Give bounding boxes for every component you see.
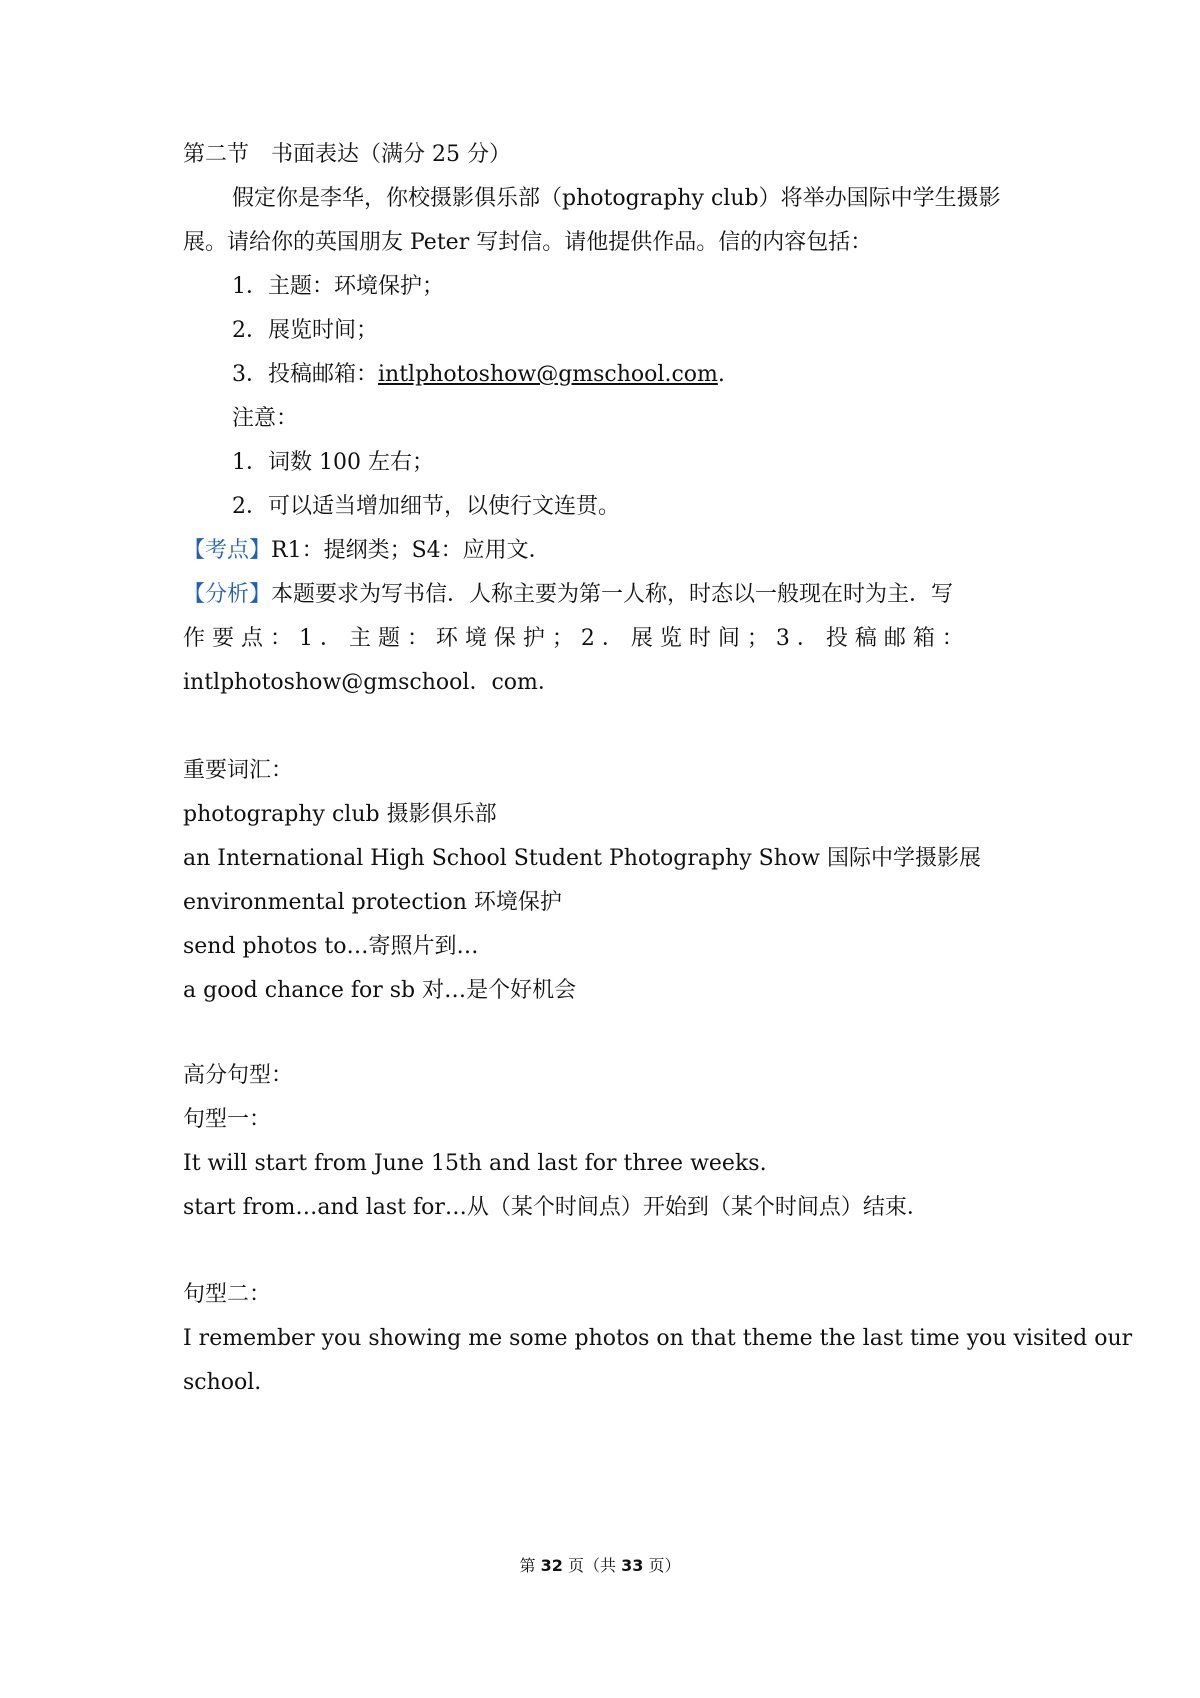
content-item-3-suffix: . xyxy=(717,362,725,387)
footer-page-number: 32 xyxy=(540,1556,563,1575)
sentences-label: 高分句型： xyxy=(183,1063,294,1088)
prompt-line-1: 假定你是李华，你校摄影俱乐部（photography club）将举办国际中学生摄影 xyxy=(232,186,1001,211)
content-item-3-label: 3．投稿邮箱： xyxy=(232,362,378,387)
footer-prefix: 第 xyxy=(519,1556,541,1575)
vocab-item-2: an International High School Student Photography Show 国际中学摄影展 xyxy=(183,846,981,871)
note-item-1: 1．词数 100 左右； xyxy=(232,450,434,475)
fenxi-line-3: intlphotoshow@gmschool．com． xyxy=(183,670,560,695)
content-item-2: 2．展览时间； xyxy=(232,318,378,343)
kaodian-tag: 【考点】 xyxy=(183,538,272,563)
vocab-label: 重要词汇： xyxy=(183,758,294,783)
footer-middle: 页（共 xyxy=(562,1556,622,1575)
fenxi-line-1 xyxy=(183,581,953,609)
section-title: 第二节 书面表达（满分 25 分） xyxy=(183,142,511,167)
kaodian-text: R1：提纲类；S4：应用文． xyxy=(271,538,551,563)
fenxi-tag: 【分析】 xyxy=(183,582,272,607)
vocab-item-5: a good chance for sb 对…是个好机会 xyxy=(183,978,577,1003)
fenxi-line-2: 作 要 点 ： 1 ． 主 题 ： 环 境 保 护 ； 2 ． 展 览 时 间 ； 3 ． 投 稿 邮 箱 ： xyxy=(183,626,964,651)
pattern-2-line-2: school. xyxy=(183,1370,262,1395)
fenxi-text-1: 本题要求为写书信．人称主要为第一人称，时态以一般现在时为主．写 xyxy=(271,582,954,607)
notes-label: 注意： xyxy=(232,406,299,431)
pattern-1-english: It will start from June 15th and last for three weeks. xyxy=(183,1151,767,1176)
prompt-line-2: 展。请给你的英国朋友 Peter 写封信。请他提供作品。信的内容包括： xyxy=(183,230,873,255)
kaodian-line xyxy=(183,537,551,565)
pattern-2-label: 句型二： xyxy=(183,1282,272,1307)
pattern-2-line-1: I remember you showing me some photos on that theme the last time you visited our xyxy=(183,1326,1133,1351)
note-item-2: 2．可以适当增加细节，以使行文连贯。 xyxy=(232,494,620,519)
email-link[interactable]: intlphotoshow@gmschool.com xyxy=(378,362,718,387)
page-footer xyxy=(0,1553,1200,1576)
footer-total-pages: 33 xyxy=(621,1556,644,1575)
vocab-item-1: photography club 摄影俱乐部 xyxy=(183,802,497,827)
pattern-1-label: 句型一： xyxy=(183,1107,272,1132)
footer-suffix: 页） xyxy=(643,1556,681,1575)
vocab-item-4: send photos to…寄照片到… xyxy=(183,934,479,959)
content-item-1: 1．主题：环境保护； xyxy=(232,274,444,299)
pattern-1-note: start from…and last for…从（某个时间点）开始到（某个时间点）结束． xyxy=(183,1195,929,1220)
content-item-3 xyxy=(232,361,725,389)
vocab-item-3: environmental protection 环境保护 xyxy=(183,890,562,915)
